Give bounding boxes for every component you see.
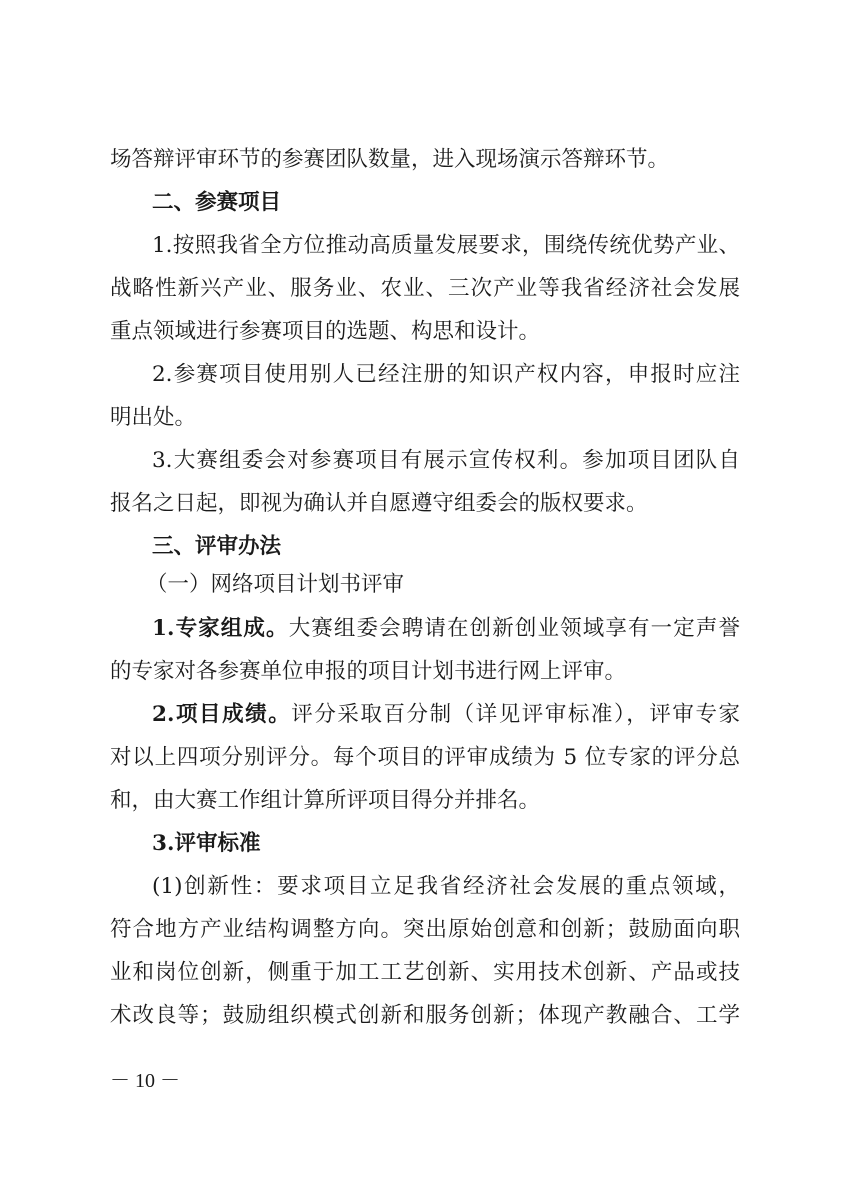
sub-heading: 3.评审标准 — [152, 831, 261, 856]
body-line: 业和岗位创新，侧重于加工工艺创新、实用技术创新、产品或技 — [110, 960, 740, 985]
page-number: － 10 － — [110, 1070, 180, 1092]
body-line: 1.按照我省全方位推动高质量发展要求，围绕传统优势产业、 — [152, 233, 740, 258]
body-line — [152, 614, 740, 644]
body-line: 术改良等；鼓励组织模式创新和服务创新；体现产教融合、工学 — [110, 1003, 740, 1028]
body-text: 评分采取百分制（详见评审标准），评审专家 — [291, 702, 740, 727]
inline-heading: 1.专家组成。 — [152, 616, 289, 641]
body-line: 战略性新兴产业、服务业、农业、三次产业等我省经济社会发展 — [110, 276, 740, 301]
body-line: (1)创新性：要求项目立足我省经济社会发展的重点领域， — [152, 874, 740, 899]
section-heading: 三、评审办法 — [152, 534, 282, 559]
subsection-heading: （一）网络项目计划书评审 — [146, 572, 405, 597]
body-line: 重点领域进行参赛项目的选题、构思和设计。 — [110, 319, 541, 344]
body-line — [152, 700, 740, 730]
body-line: 明出处。 — [110, 405, 197, 430]
body-line: 的专家对各参赛单位申报的项目计划书进行网上评审。 — [110, 659, 627, 684]
body-line: 和，由大赛工作组计算所评项目得分并排名。 — [110, 788, 541, 813]
inline-heading: 2.项目成绩。 — [152, 702, 292, 727]
body-text: 大赛组委会聘请在创新创业领域享有一定声誉 — [288, 616, 740, 641]
body-line: 符合地方产业结构调整方向。突出原始创意和创新；鼓励面向职 — [110, 917, 740, 942]
body-line: 2.参赛项目使用别人已经注册的知识产权内容，申报时应注 — [152, 362, 740, 387]
body-line: 3.大赛组委会对参赛项目有展示宣传权利。参加项目团队自 — [152, 448, 740, 473]
section-heading: 二、参赛项目 — [152, 190, 282, 215]
body-line: 场答辩评审环节的参赛团队数量，进入现场演示答辩环节。 — [110, 147, 670, 172]
body-line: 对以上四项分别评分。每个项目的评审成绩为 5 位专家的评分总 — [110, 745, 740, 770]
body-line: 报名之日起，即视为确认并自愿遵守组委会的版权要求。 — [110, 491, 648, 516]
